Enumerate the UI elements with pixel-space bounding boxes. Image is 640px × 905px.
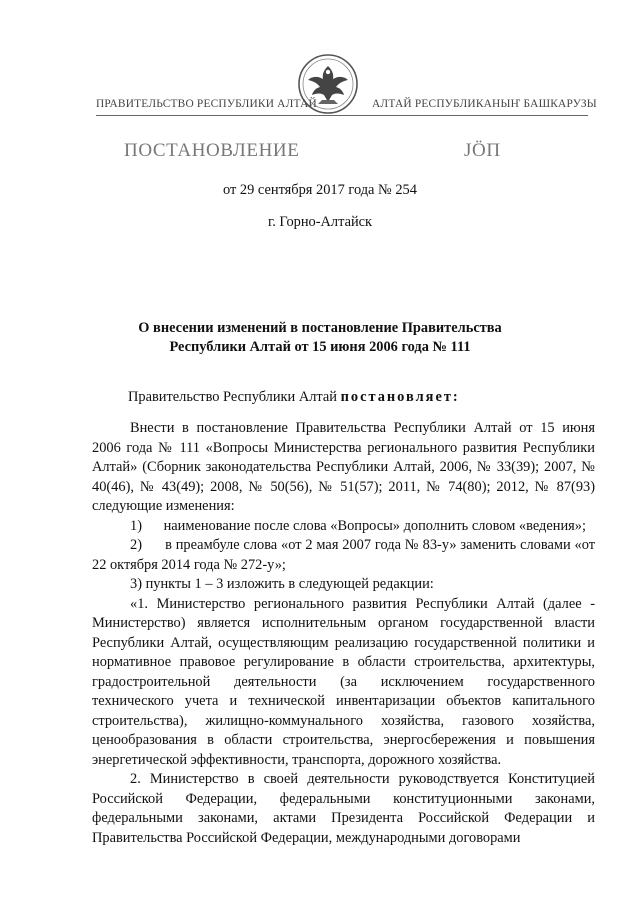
header-divider: [96, 115, 588, 116]
doc-title: [0, 319, 640, 357]
doc-city: г. Горно-Алтайск: [267, 214, 373, 230]
doc-title-line: Республики Алтай от 15 июня 2006 года № 111: [169, 339, 471, 355]
decree-line: [128, 389, 460, 406]
org-name-russian: ПРАВИТЕЛЬСТВО РЕСПУБЛИКИ АЛТАЙ: [96, 98, 317, 110]
body-paragraph: «1. Министерство регионального развития Республики Алтай (далее - Министерство) является исполнительным органом государственной власти Республики Алтай, осуществляющим реализацию государственной политики и нормативное правовое регулирование в области строительства, архитектуры, градостроительной деятельности (за исключением государственного технического учета и технической инвентаризации объектов капитального строительства), жилищно-коммунального хозяйства, газового хозяйства, ценообразования в области строительства, энергосбережения и повышения энергетической эффективности, транспорта, дорожного хозяйства.: [92, 595, 595, 768]
decree-lead: Правительство Республики Алтай: [128, 389, 341, 405]
body-paragraph: Внести в постановление Правительства Республики Алтай от 15 июня 2006 года № 111 «Вопросы Министерства регионального развития Республики Алтай» (Сборник законодательства Республики Алтай, 2006, № 33(39); 2007, № 40(46), № 43(49); 2008, № 50(56), № 51(57); 2011, № 74(80); 2012, № 87(93) следующие изменения:: [92, 420, 595, 514]
body-list-item: 1) наименование после слова «Вопросы» дополнить словом «ведения»;: [130, 517, 586, 534]
doc-date-number: от 29 сентября 2017 года № 254: [223, 182, 417, 198]
decree-verb: постановляет:: [340, 389, 460, 405]
body-list-item: 2) в преамбуле слова «от 2 мая 2007 года № 83-у» заменить словами «от 22 октября 2014 года № 272-у»;: [92, 537, 595, 573]
doc-title-line: О внесении изменений в постановление Правительства: [138, 320, 502, 336]
body-list-item: 3) пункты 1 – 3 изложить в следующей редакции:: [130, 576, 434, 592]
doc-body: [92, 419, 595, 848]
doc-type-altai: JÖП: [464, 140, 501, 161]
body-paragraph: 2. Министерство в своей деятельности руководствуется Конституцией Российской Федерации, федеральными конституционными законами, федеральными законами, актами Президента Российской Федерации и Правительства Российской Федерации, международными договорами: [92, 771, 595, 846]
doc-type-russian: ПОСТАНОВЛЕНИЕ: [124, 140, 300, 161]
org-name-altai: АЛТАЙ РЕСПУБЛИКАНЫҤ БАШКАРУЗЫ: [372, 98, 597, 110]
